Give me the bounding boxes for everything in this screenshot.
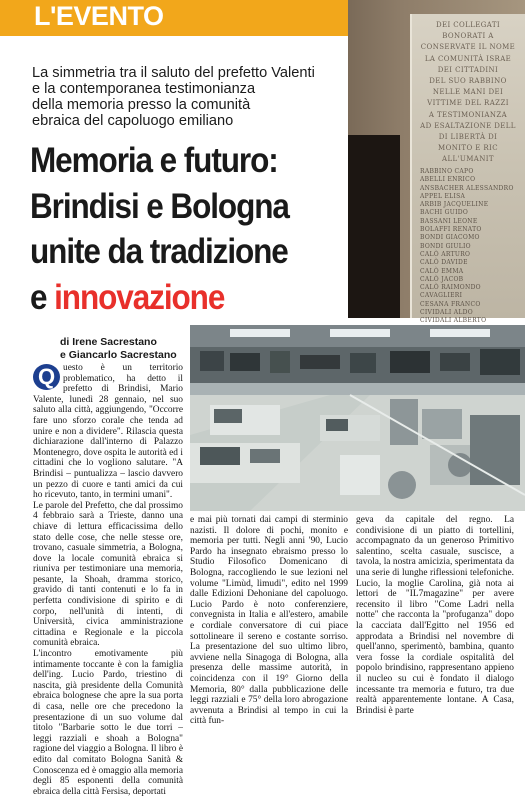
plaque-line: DEI COLLEGATI BONORATI A [435, 21, 501, 41]
plaque-line: NELLE MANI DEI [432, 88, 504, 97]
plaque-name: ANSBACHER ALESSANDRO [420, 184, 514, 192]
plaque-name: BACHI GUIDO [420, 209, 469, 217]
plaque-line: AD ESALTAZIONE DELL [420, 121, 516, 130]
plaque-line: DEI CITTADINI [437, 65, 499, 74]
plaque-name: CESANA FRANCO [420, 300, 481, 308]
paragraph-text: uesto è un territorio problematico, ha detto il prefetto di Brindisi, Mario Valente, lunedì 28 gennaio, nel suo saluto alla città, aggiungendo, "Occorre fare uno sforzo corale che tenda ad unire e non a dividere". Rilascia questa dichiarazione dall'interno di Palazzo Montenegro, dove ospita le autorità ed i cittadini che lo vogliono salutare. "A Brindisi – puntualizza – lascio davvero un pezzo di cuore e tanti amici da cui ho ricevuto, tanto, in termini umani". [33, 363, 183, 501]
deck-line: e la contemporanea testimonianza [32, 81, 256, 97]
plaque-line: VITTIME DEL RAZZI [427, 99, 509, 108]
article-column-2 [190, 515, 348, 727]
plaque-line: CONSERVATE IL NOME [420, 43, 516, 52]
plaque-name: BOLAFFI RENATO [420, 226, 482, 234]
plaque-line: MONITO E RIC [438, 144, 498, 153]
deck-line: ebraica del capoluogo emiliano [32, 113, 234, 129]
plaque-name: CALÒ ARTURO [420, 250, 471, 258]
plaque-name: CIVIDALI ALBERTO [420, 317, 487, 325]
memorial-plaque-photo [348, 0, 525, 325]
article-column-3 [356, 515, 514, 716]
plaque-name: CIVIDALI ALDO [420, 309, 474, 317]
drop-cap: Q [33, 364, 60, 390]
plaque-name: CALÒ DAVIDE [420, 259, 468, 267]
plaque-line: ALL'UMANIT [442, 155, 494, 164]
plaque-name: CALÒ EMMA [420, 267, 464, 275]
plaque-name: RABBINO CAPO [420, 168, 474, 175]
headline-line: Brindisi e Bologna [30, 186, 289, 226]
article-paragraph: Le parole del Prefetto, che dal prossimo 4 febbraio sarà a Trieste, danno una chiave di lettura efficacissima dello stato delle cose, che nelle stesse ore, trovano, casuale simmetria, a Bologna, dove la locale comunità ebraica si riuniva per testimoniare una memoria, pesante, la Shoah, dramma storico, gravido di tanti contenuti e lo fa in perfetta condivisione di spirito e di corpo, nell'unità di intenti, di Università, civica amministrazione cittadina e Regionale e la piccola comunità ebraica. [33, 500, 183, 649]
plaque-name: CALÒ RAIMONDO [420, 284, 481, 292]
plaque-name: BONDI GIULIO [420, 242, 471, 250]
headline-accent-word: innovazione [54, 277, 225, 317]
plaque-name: CAVAGLIERI [420, 292, 463, 300]
headline-line: Memoria e futuro: [30, 141, 278, 180]
laboratory-photo [190, 325, 525, 511]
article-paragraph: e mai più tornati dai campi di sterminio nazisti. Il dolore di pochi, monito e memoria per tutti. Negli anni '90, Lucio Pardo ha insegnato ebraismo presso lo Studio Filosofico Domenicano di Bologna, raccogliendo le sue lezioni nel volume "Limùd, limudi", edito nel 1999 dalle Edizioni Dehoniane del capoluogo. Lucio Pardo è noto conferenziere, convegnista in Italia e all'estero, amabile e cordiale conversatore di cui piace sottolineare il sereno e costante sorriso. La presentazione del suo ultimo libro, avviene nella Sinagoga di Bologna, alla presenza delle massime autorità, in coincidenza con il 19° Giorno della Memoria, 80° dalla pubblicazione delle leggi razziali e 75° della loro abrogazione avvenuta a Brindisi al tempo in cui la città fun- [190, 515, 348, 727]
article-paragraph [33, 363, 183, 501]
plaque-name: APPEL ELISA [420, 192, 466, 200]
plaque-name: CALÒ JACOB [420, 275, 464, 283]
plaque-name: BASSANI LEONE [420, 217, 478, 225]
headline-prefix: e [30, 277, 55, 317]
plaque-line: DI LIBERTÀ DI [438, 133, 498, 142]
byline-author-1: di Irene Sacrestano [60, 336, 157, 348]
plaque-name: ABELLI ENRICO [420, 176, 476, 184]
deck-line: La simmetria tra il saluto del prefetto Valenti [32, 65, 315, 81]
plaque-line: LA COMUNITÀ ISRAE [424, 54, 512, 63]
headline-line [30, 275, 318, 321]
section-title: L'EVENTO [34, 1, 164, 31]
byline-author-2: e Giancarlo Sacrestano [60, 349, 177, 361]
article-paragraph: geva da capitale del regno. La condivisione di un piatto di tortellini, accompagnato da un generoso Primitivo salentino, scelta casuale, suscisce, a tavola, la nostra amicizia, sperimentata da una serie di lunghe riflessioni telefoniche. Lucio, la moglie Carolina, già nota ai lettori de "IL7magazine" per avere recensito il libro "Come Ladri nella notte" che racconta la "profuganza" dopo la cacciata dall'Egitto nel 1956 ed approdata a Brindisi nel novembre di quell'anno, sperimentò, bambina, quanto vera fosse la cordiale ospitalità del popolo brindisino, rappresentano appieno il nucleo su cui è fondato il dialogo incessante tra memoria e futuro, tra due realtà apparentemente lontane. A Casa, Brindisi è parte [356, 515, 514, 716]
section-banner [0, 0, 348, 36]
article-deck [32, 65, 347, 129]
plaque-names-list [420, 168, 520, 351]
laboratory-photo-drawing [190, 325, 525, 511]
plaque-inscription [414, 20, 522, 166]
deck-line: della memoria presso la comunità [32, 97, 251, 113]
article-column-1 [33, 363, 183, 797]
plaque-line: DEL SUO RABBINO [429, 77, 507, 86]
article-headline [30, 138, 318, 320]
plaque-name: BONDI GIACOMO [420, 234, 480, 242]
plaque-line: A TESTIMONIANZA [428, 110, 508, 119]
byline [60, 336, 177, 362]
headline-line: unite da tradizione [30, 232, 288, 271]
plaque-name: ARBIB JACQUELINE [420, 201, 489, 209]
photo-doorway [348, 135, 400, 318]
article-paragraph: L'incontro emotivamente più intimamente toccante è con la famiglia dell'ing. Lucio Pardo, triestino di nascita, già presidente della Comunità ebraica bolognese che apre la sua porta di casa, nelle ore che precedono la presentazione di un suo volume dal titolo "Barbarie sotto le due torri – leggi razziali e shoah a Bologna" ragione del viaggio a Bologna. Il libro è edito dal comitato Bologna Sanità & Conoscenza ed è omaggio alla memoria degli 85 esponenti della comunità ebraica della città Fersisa, deportati [33, 649, 183, 797]
